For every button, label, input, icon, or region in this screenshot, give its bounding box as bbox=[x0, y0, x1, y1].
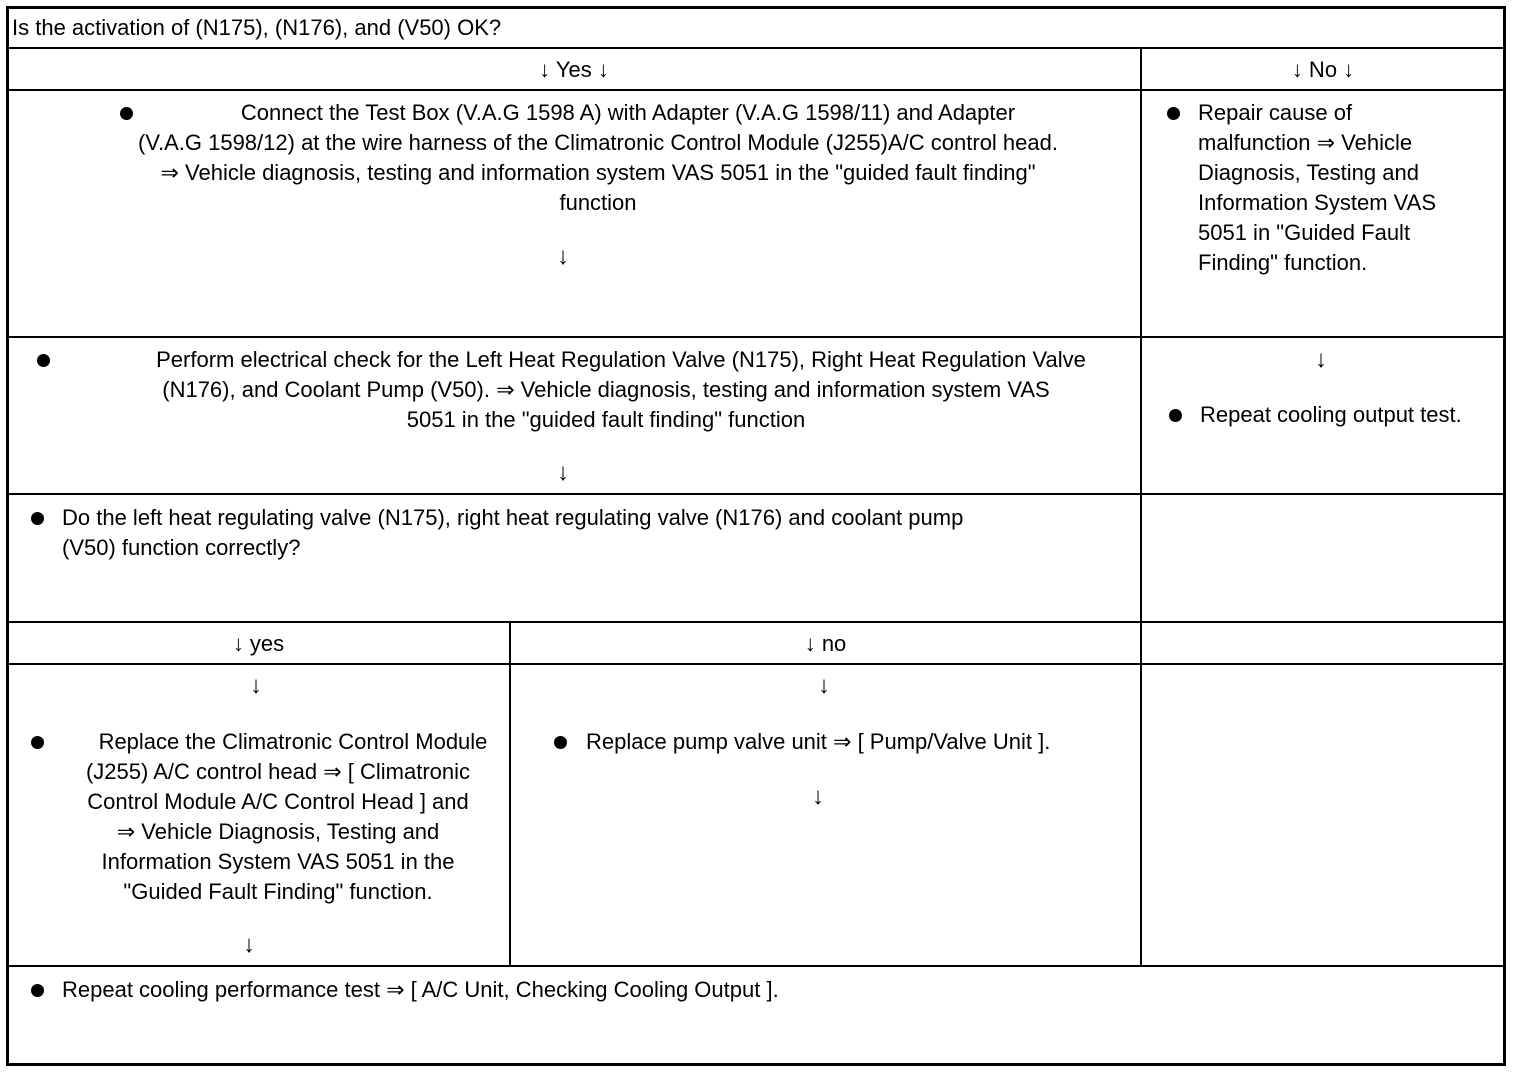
row-divider bbox=[8, 336, 1504, 338]
yes-step-line: "Guided Fault Finding" function. bbox=[123, 879, 433, 904]
branch-no-label: ↓ No ↓ bbox=[1291, 57, 1355, 82]
down-arrow-icon: ↓ bbox=[1315, 346, 1327, 373]
down-arrow-icon: ↓ bbox=[250, 672, 262, 699]
step2-line: 5051 in the "guided fault finding" function bbox=[406, 407, 806, 432]
sub-no-label: ↓ no bbox=[804, 631, 847, 656]
row-divider bbox=[8, 965, 1504, 967]
yes-step-line: Information System VAS 5051 in the bbox=[101, 849, 455, 874]
branch-yes-label: ↓ Yes ↓ bbox=[539, 57, 609, 82]
step2-text bbox=[8, 345, 1204, 435]
step2-line: Perform electrical check for the Left Heat Regulation Valve (N175), Right Heat Regulation Valve bbox=[156, 347, 1086, 372]
down-arrow-icon: ↓ bbox=[557, 459, 569, 486]
yes-step-line: ⇒ Vehicle Diagnosis, Testing and bbox=[116, 819, 440, 844]
question-text: Is the activation of (N175), (N176), and (V50) OK? bbox=[12, 15, 502, 40]
down-arrow-icon: ↓ bbox=[243, 931, 255, 958]
no-step-line: malfunction ⇒ Vehicle bbox=[1198, 130, 1413, 155]
bullet-icon bbox=[1167, 107, 1180, 120]
step1-text bbox=[8, 98, 1188, 218]
step1-line: ⇒ Vehicle diagnosis, testing and information system VAS 5051 in the "guided fault finding" bbox=[160, 160, 1036, 185]
yes-step-line: Control Module A/C Control Head ] and bbox=[87, 789, 469, 814]
final-step-text: Repeat cooling performance test ⇒ [ A/C Unit, Checking Cooling Output ]. bbox=[62, 977, 779, 1002]
step1-line: function bbox=[559, 190, 637, 215]
down-arrow-icon: ↓ bbox=[557, 243, 569, 270]
row-divider bbox=[8, 663, 1504, 665]
step3-text bbox=[62, 503, 963, 563]
no-step-line: Repair cause of bbox=[1198, 100, 1353, 125]
row-divider bbox=[8, 89, 1504, 91]
bullet-icon bbox=[31, 984, 44, 997]
no-step-line: Diagnosis, Testing and bbox=[1198, 160, 1419, 185]
yes-step-line: Replace the Climatronic Control Module bbox=[98, 729, 488, 754]
no-step-line: Information System VAS bbox=[1198, 190, 1437, 215]
no-step-text bbox=[1198, 98, 1436, 278]
no-step-line: 5051 in "Guided Fault bbox=[1198, 220, 1411, 245]
step3-line: (V50) function correctly? bbox=[62, 535, 301, 560]
bullet-icon bbox=[31, 512, 44, 525]
no-step2-text: Replace pump valve unit ⇒ [ Pump/Valve Unit ]. bbox=[586, 729, 1051, 754]
step2-line: (N176), and Coolant Pump (V50). ⇒ Vehicle diagnosis, testing and information system VAS bbox=[162, 377, 1050, 402]
row-divider bbox=[8, 493, 1504, 495]
row-divider bbox=[8, 47, 1504, 49]
sub-yes-label: ↓ yes bbox=[232, 631, 285, 656]
step1-line: (V.A.G 1598/12) at the wire harness of the Climatronic Control Module (J255)A/C control head. bbox=[138, 130, 1058, 155]
repeat-output-text: Repeat cooling output test. bbox=[1200, 402, 1462, 427]
down-arrow-icon: ↓ bbox=[818, 672, 830, 699]
step3-line: Do the left heat regulating valve (N175), right heat regulating valve (N176) and coolant pump bbox=[62, 505, 964, 530]
row-divider bbox=[8, 621, 1504, 623]
bullet-icon bbox=[1169, 409, 1182, 422]
step1-line: Connect the Test Box (V.A.G 1598 A) with Adapter (V.A.G 1598/11) and Adapter bbox=[240, 100, 1016, 125]
no-step-line: Finding" function. bbox=[1198, 250, 1368, 275]
bullet-icon bbox=[554, 736, 567, 749]
yes-step-text bbox=[28, 727, 528, 907]
down-arrow-icon: ↓ bbox=[812, 783, 824, 810]
yes-step-line: (J255) A/C control head ⇒ [ Climatronic bbox=[85, 759, 471, 784]
